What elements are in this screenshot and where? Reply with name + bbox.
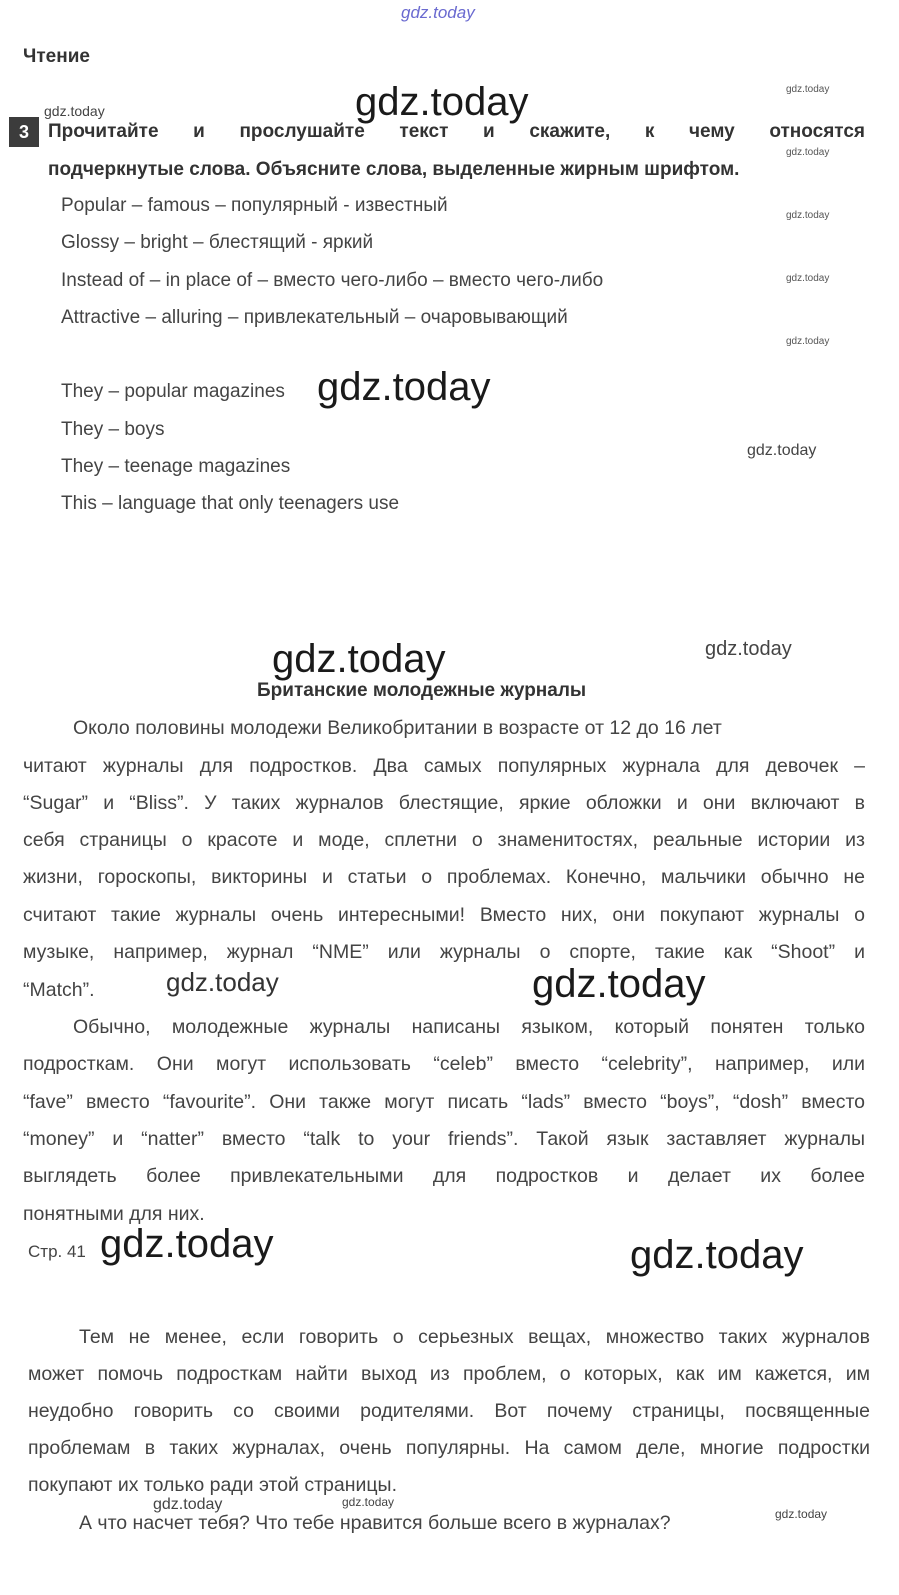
- watermark: gdz.today: [786, 336, 830, 347]
- watermark: gdz.today: [342, 1495, 395, 1509]
- task-instruction-line1: Прочитайте и прослушайте текст и скажите, к чему относятся: [48, 121, 865, 142]
- paragraph-line: Обычно, молодежные журналы написаны языком, который понятен только: [73, 1016, 865, 1038]
- watermark: gdz.today: [532, 962, 706, 1006]
- paragraph-line: подросткам. Они могут использовать “celeb” вместо “celebrity”, например, или: [23, 1053, 865, 1075]
- paragraph-line: “Match”.: [23, 979, 95, 1001]
- page-reference: Стр. 41: [28, 1242, 86, 1261]
- paragraph-line: музыке, например, журнал “NME” или журналы о спорте, такие как “Shoot” и: [23, 941, 865, 963]
- watermark: gdz.today: [44, 103, 105, 119]
- paragraph-line: понятными для них.: [23, 1203, 205, 1225]
- paragraph-line: себя страницы о красоте и моде, сплетни о знаменитостях, реальные истории из: [23, 829, 865, 851]
- paragraph-line: считают такие журналы очень интересными! Вместо них, они покупают журналы о: [23, 904, 865, 926]
- watermark: gdz.today: [166, 967, 279, 997]
- section-title: Чтение: [23, 46, 90, 67]
- paragraph-line: выглядеть более привлекательными для подростков и делает их более: [23, 1165, 865, 1187]
- paragraph-line: Тем не менее, если говорить о серьезных вещах, множество таких журналов: [79, 1326, 870, 1348]
- vocab-item: Instead of – in place of – вместо чего-либо – вместо чего-либо: [61, 270, 604, 291]
- watermark: gdz.today: [705, 638, 792, 660]
- vocab-item: Attractive – alluring – привлекательный – очаровывающий: [61, 307, 568, 328]
- watermark: gdz.today: [775, 1507, 828, 1521]
- watermark: gdz.today: [786, 273, 830, 284]
- task-instruction-line2: подчеркнутые слова. Объясните слова, выделенные жирным шрифтом.: [48, 159, 740, 180]
- paragraph-line: читают журналы для подростков. Два самых популярных журнала для девочек –: [23, 755, 865, 777]
- article-title: Британские молодежные журналы: [257, 680, 587, 701]
- reference-item: This – language that only teenagers use: [61, 493, 400, 514]
- reference-item: They – boys: [61, 419, 165, 440]
- watermark: gdz.today: [786, 84, 830, 95]
- paragraph-line: может помочь подросткам найти выход из проблем, о которых, как им кажется, им: [28, 1363, 870, 1385]
- watermark: gdz.today: [786, 210, 830, 221]
- watermark: gdz.today: [317, 365, 491, 409]
- paragraph-line: жизни, гороскопы, викторины и статьи о проблемах. Конечно, мальчики обычно не: [23, 866, 865, 888]
- closing-question: А что насчет тебя? Что тебе нравится больше всего в журналах?: [79, 1512, 671, 1534]
- paragraph-line: проблемам в таких журналах, очень популярны. На самом деле, многие подростки: [28, 1437, 870, 1459]
- paragraph-line: “Sugar” и “Bliss”. У таких журналов блестящие, яркие обложки и они включают в: [23, 792, 865, 814]
- watermark: gdz.today: [786, 147, 830, 158]
- watermark: gdz.today: [153, 1496, 223, 1513]
- top-watermark: gdz.today: [401, 3, 475, 22]
- paragraph-line: покупают их только ради этой страницы.: [28, 1474, 397, 1496]
- watermark: gdz.today: [747, 442, 817, 459]
- watermark: gdz.today: [630, 1233, 804, 1277]
- paragraph-line: “money” и “natter” вместо “talk to your friends”. Такой язык заставляет журналы: [23, 1128, 865, 1150]
- paragraph-line: неудобно говорить со своими родителями. Вот почему страницы, посвященные: [28, 1400, 870, 1422]
- reference-item: They – popular magazines: [61, 381, 285, 402]
- watermark: gdz.today: [272, 637, 446, 681]
- reference-item: They – teenage magazines: [61, 456, 291, 477]
- vocab-item: Glossy – bright – блестящий - яркий: [61, 232, 374, 253]
- paragraph-line: “fave” вместо “favourite”. Они также могут писать “lads” вместо “boys”, “dosh” вместо: [23, 1091, 865, 1113]
- watermark: gdz.today: [100, 1222, 274, 1266]
- paragraph-line: Около половины молодежи Великобритании в возрасте от 12 до 16 лет: [73, 717, 722, 739]
- vocab-item: Popular – famous – популярный - известный: [61, 195, 448, 216]
- task-number: 3: [9, 117, 39, 147]
- watermark: gdz.today: [355, 80, 529, 124]
